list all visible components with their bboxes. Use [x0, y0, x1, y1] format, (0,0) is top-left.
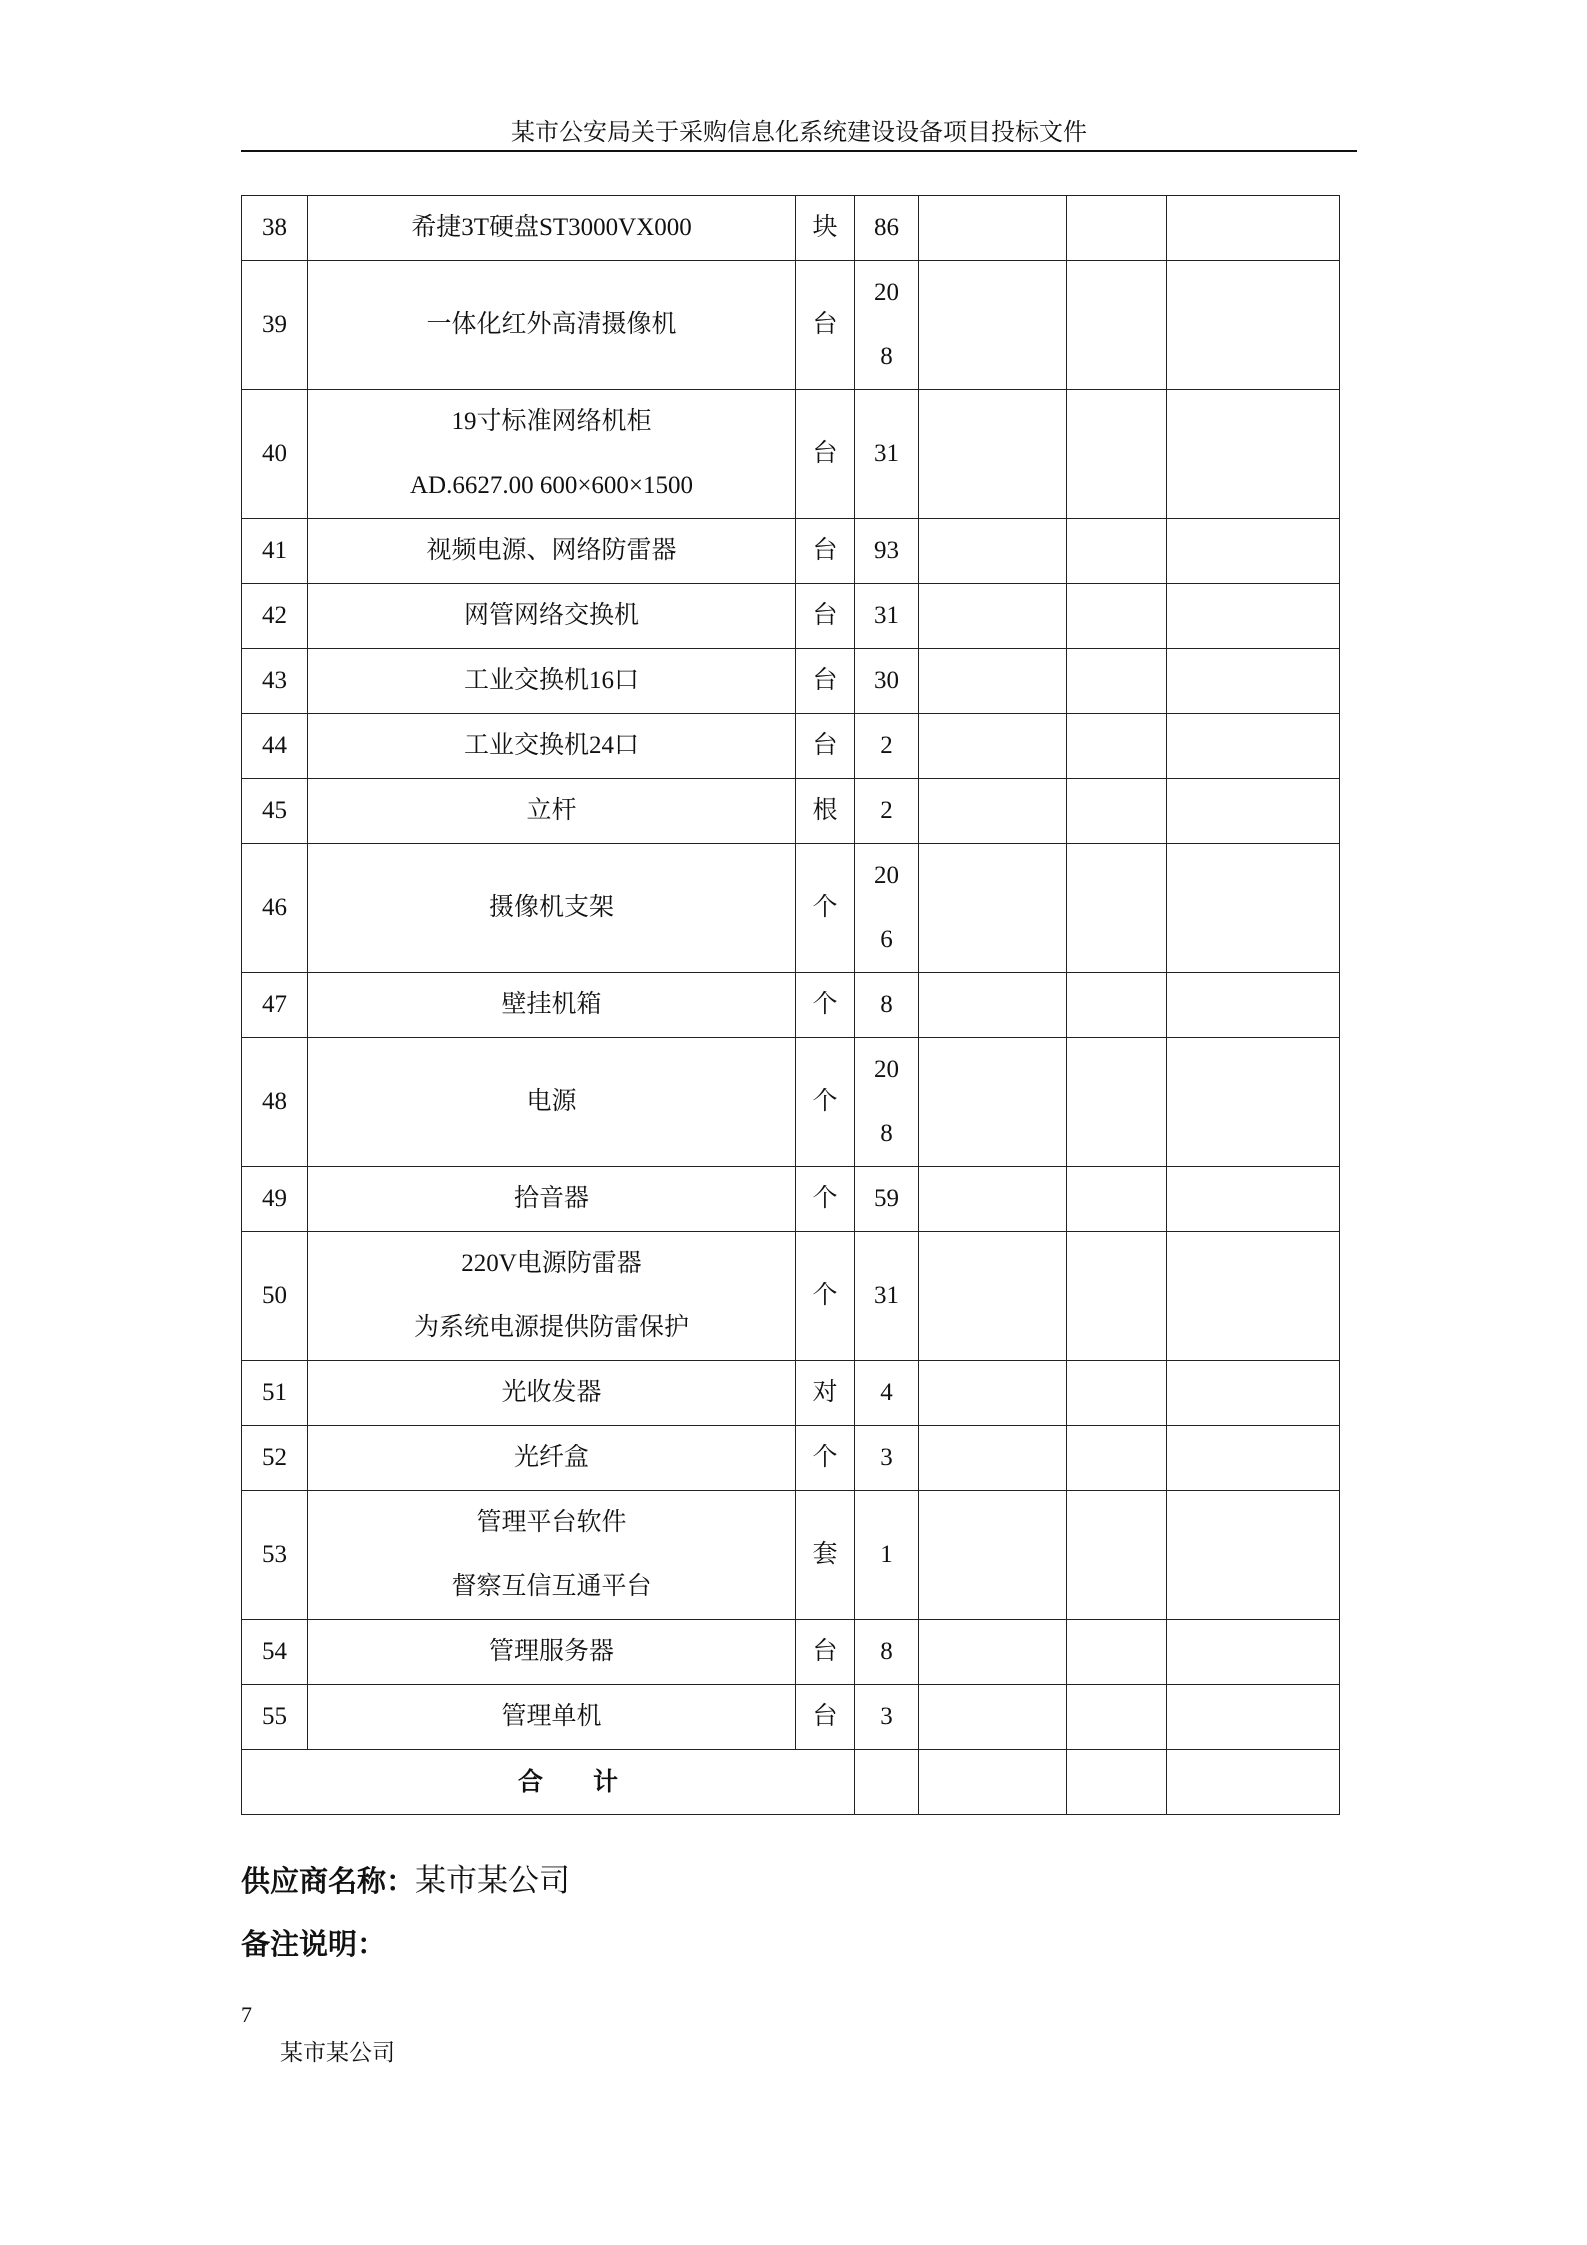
table-row	[242, 779, 1340, 844]
item-name-line: 督察互信互通平台	[451, 1573, 652, 1600]
total-unit-price-cell	[919, 1750, 1067, 1815]
item-name-line: 管理单机	[501, 1703, 602, 1730]
remarks-cell	[1167, 1361, 1340, 1426]
remarks-cell	[1167, 714, 1340, 779]
item-name-line: 壁挂机箱	[501, 991, 602, 1018]
item-unit: 台	[796, 1685, 855, 1750]
item-name	[308, 1038, 796, 1167]
item-quantity	[855, 1167, 919, 1232]
table-row	[242, 649, 1340, 714]
item-unit: 个	[796, 973, 855, 1038]
total-price-cell	[1067, 1426, 1167, 1491]
total-price-cell	[1067, 1685, 1167, 1750]
item-quantity-value: 2	[880, 797, 893, 824]
row-number: 43	[242, 649, 308, 714]
supplier-name: 某市某公司	[415, 1863, 571, 1898]
table-row	[242, 261, 1340, 390]
item-quantity	[855, 844, 919, 973]
unit-price-cell	[919, 519, 1067, 584]
total-price-cell	[1067, 196, 1167, 261]
item-quantity	[855, 1038, 919, 1167]
unit-price-cell	[919, 1038, 1067, 1167]
total-price-cell	[1067, 779, 1167, 844]
item-name	[308, 1232, 796, 1361]
item-unit: 台	[796, 519, 855, 584]
remarks-cell	[1167, 779, 1340, 844]
item-quantity-value: 8	[880, 991, 893, 1018]
item-quantity-value: 4	[880, 1379, 893, 1406]
row-number: 41	[242, 519, 308, 584]
item-quantity	[855, 390, 919, 519]
item-name	[308, 1167, 796, 1232]
notes-label: 备注说明：	[241, 1927, 387, 1961]
table-row	[242, 1167, 1340, 1232]
total-price-cell	[1067, 1491, 1167, 1620]
unit-price-cell	[919, 973, 1067, 1038]
unit-price-cell	[919, 649, 1067, 714]
item-unit: 台	[796, 1620, 855, 1685]
row-number: 51	[242, 1361, 308, 1426]
item-quantity-value: 31	[874, 602, 899, 629]
item-quantity	[855, 1685, 919, 1750]
remarks-cell	[1167, 390, 1340, 519]
item-quantity-value: 3	[880, 1444, 893, 1471]
remarks-cell	[1167, 1167, 1340, 1232]
total-row	[242, 1750, 1340, 1815]
item-unit: 个	[796, 844, 855, 973]
item-quantity-value: 2	[880, 732, 893, 759]
item-name	[308, 390, 796, 519]
row-number: 49	[242, 1167, 308, 1232]
total-price-cell	[1067, 1750, 1167, 1815]
total-price-cell	[1067, 1167, 1167, 1232]
item-unit: 台	[796, 390, 855, 519]
remarks-cell	[1167, 196, 1340, 261]
item-quantity-value: 59	[874, 1185, 899, 1212]
row-number: 42	[242, 584, 308, 649]
row-number: 53	[242, 1491, 308, 1620]
item-name-line: 光纤盒	[513, 1444, 589, 1471]
page-number: 7	[241, 2002, 252, 2027]
item-quantity	[855, 649, 919, 714]
row-number: 44	[242, 714, 308, 779]
item-name	[308, 1426, 796, 1491]
row-number: 52	[242, 1426, 308, 1491]
item-name	[308, 844, 796, 973]
item-unit: 台	[796, 584, 855, 649]
remarks-cell	[1167, 1685, 1340, 1750]
item-name-line: 一体化红外高清摄像机	[426, 311, 677, 338]
table-row	[242, 1232, 1340, 1361]
item-name	[308, 1685, 796, 1750]
total-price-cell	[1067, 1620, 1167, 1685]
item-quantity-value: 86	[874, 214, 899, 241]
unit-price-cell	[919, 1426, 1067, 1491]
item-name-line: 工业交换机16口	[463, 667, 639, 694]
item-quantity	[855, 196, 919, 261]
unit-price-cell	[919, 1167, 1067, 1232]
item-quantity-value: 31	[874, 1282, 899, 1309]
header-rule	[241, 150, 1357, 152]
item-name-line: 19寸标准网络机柜	[451, 408, 652, 435]
item-name-line: 220V电源防雷器	[461, 1250, 642, 1277]
total-price-cell	[1067, 584, 1167, 649]
remarks-cell	[1167, 261, 1340, 390]
item-name	[308, 261, 796, 390]
item-name-line: AD.6627.00 600×600×1500	[409, 472, 694, 499]
item-quantity	[855, 1491, 919, 1620]
unit-price-cell	[919, 1620, 1067, 1685]
table-row	[242, 1426, 1340, 1491]
total-price-cell	[1067, 1038, 1167, 1167]
item-name-line: 工业交换机24口	[463, 732, 639, 759]
total-price-cell	[1067, 519, 1167, 584]
item-name-line: 摄像机支架	[488, 894, 614, 921]
unit-price-cell	[919, 1491, 1067, 1620]
item-name-line: 光收发器	[501, 1379, 602, 1406]
item-unit: 个	[796, 1167, 855, 1232]
page-header-title: 某市公安局关于采购信息化系统建设设备项目投标文件	[511, 120, 1087, 146]
footer-company: 某市某公司	[280, 2040, 395, 2065]
total-price-cell	[1067, 714, 1167, 779]
total-price-cell	[1067, 390, 1167, 519]
row-number: 46	[242, 844, 308, 973]
item-unit: 个	[796, 1038, 855, 1167]
total-quantity-cell	[855, 1750, 919, 1815]
item-quantity-value: 208	[874, 279, 899, 370]
remarks-cell	[1167, 844, 1340, 973]
total-price-cell	[1067, 1361, 1167, 1426]
row-number: 50	[242, 1232, 308, 1361]
remarks-cell	[1167, 584, 1340, 649]
item-quantity-value: 93	[874, 537, 899, 564]
item-quantity	[855, 973, 919, 1038]
unit-price-cell	[919, 1361, 1067, 1426]
item-unit: 套	[796, 1491, 855, 1620]
item-name-line: 电源	[526, 1088, 577, 1115]
item-name-line: 视频电源、网络防雷器	[426, 537, 677, 564]
item-unit: 根	[796, 779, 855, 844]
item-name-line: 管理平台软件	[476, 1509, 627, 1536]
item-quantity	[855, 1620, 919, 1685]
supplier-label: 供应商名称：	[241, 1864, 416, 1898]
item-name	[308, 714, 796, 779]
item-unit: 块	[796, 196, 855, 261]
item-unit: 台	[796, 714, 855, 779]
row-number: 38	[242, 196, 308, 261]
table-row	[242, 1685, 1340, 1750]
unit-price-cell	[919, 1685, 1067, 1750]
remarks-cell	[1167, 1620, 1340, 1685]
item-quantity-value: 8	[880, 1638, 893, 1665]
unit-price-cell	[919, 779, 1067, 844]
item-quantity-value: 208	[874, 1056, 899, 1147]
remarks-cell	[1167, 519, 1340, 584]
item-unit: 台	[796, 649, 855, 714]
table-row	[242, 196, 1340, 261]
total-price-cell	[1067, 649, 1167, 714]
unit-price-cell	[919, 261, 1067, 390]
item-name-line: 管理服务器	[488, 1638, 614, 1665]
item-quantity-value: 1	[880, 1541, 893, 1568]
unit-price-cell	[919, 714, 1067, 779]
item-name	[308, 779, 796, 844]
row-number: 55	[242, 1685, 308, 1750]
table-row	[242, 714, 1340, 779]
table-row	[242, 1038, 1340, 1167]
item-quantity-value: 206	[874, 862, 899, 953]
equipment-table	[241, 195, 1340, 1815]
item-quantity	[855, 1426, 919, 1491]
item-quantity	[855, 1361, 919, 1426]
item-name	[308, 584, 796, 649]
row-number: 40	[242, 390, 308, 519]
row-number: 48	[242, 1038, 308, 1167]
unit-price-cell	[919, 844, 1067, 973]
table-row	[242, 1491, 1340, 1620]
row-number: 45	[242, 779, 308, 844]
item-name	[308, 1620, 796, 1685]
table-row	[242, 844, 1340, 973]
row-number: 39	[242, 261, 308, 390]
item-unit: 个	[796, 1426, 855, 1491]
table-row	[242, 1620, 1340, 1685]
table-row	[242, 390, 1340, 519]
item-quantity-value: 31	[874, 440, 899, 467]
item-name	[308, 973, 796, 1038]
item-quantity	[855, 519, 919, 584]
remarks-cell	[1167, 973, 1340, 1038]
item-name-line: 网管网络交换机	[463, 602, 639, 629]
total-price-cell	[1067, 973, 1167, 1038]
item-quantity	[855, 1232, 919, 1361]
item-name-line: 希捷3T硬盘ST3000VX000	[411, 214, 692, 241]
remarks-cell	[1167, 1038, 1340, 1167]
item-name	[308, 649, 796, 714]
item-name-line: 拾音器	[513, 1185, 589, 1212]
unit-price-cell	[919, 390, 1067, 519]
unit-price-cell	[919, 1232, 1067, 1361]
item-name	[308, 196, 796, 261]
remarks-cell	[1167, 649, 1340, 714]
total-price-cell	[1067, 844, 1167, 973]
unit-price-cell	[919, 196, 1067, 261]
row-number: 54	[242, 1620, 308, 1685]
item-unit: 对	[796, 1361, 855, 1426]
item-name	[308, 1491, 796, 1620]
table-row	[242, 584, 1340, 649]
item-name	[308, 519, 796, 584]
item-quantity-value: 30	[874, 667, 899, 694]
remarks-cell	[1167, 1426, 1340, 1491]
item-quantity	[855, 261, 919, 390]
item-unit: 台	[796, 261, 855, 390]
item-quantity-value: 3	[880, 1703, 893, 1730]
item-name-line: 立杆	[526, 797, 577, 824]
item-unit: 个	[796, 1232, 855, 1361]
item-name	[308, 1361, 796, 1426]
unit-price-cell	[919, 584, 1067, 649]
item-name-line: 为系统电源提供防雷保护	[413, 1314, 689, 1341]
item-quantity	[855, 714, 919, 779]
table-row	[242, 1361, 1340, 1426]
remarks-cell	[1167, 1491, 1340, 1620]
total-price-cell	[1067, 1232, 1167, 1361]
total-label: 合 计	[242, 1750, 855, 1815]
table-row	[242, 973, 1340, 1038]
total-price-cell	[1067, 261, 1167, 390]
remarks-cell	[1167, 1232, 1340, 1361]
table-row	[242, 519, 1340, 584]
supplier-line	[241, 1855, 570, 1900]
row-number: 47	[242, 973, 308, 1038]
total-remarks-cell	[1167, 1750, 1340, 1815]
item-quantity	[855, 584, 919, 649]
item-quantity	[855, 779, 919, 844]
